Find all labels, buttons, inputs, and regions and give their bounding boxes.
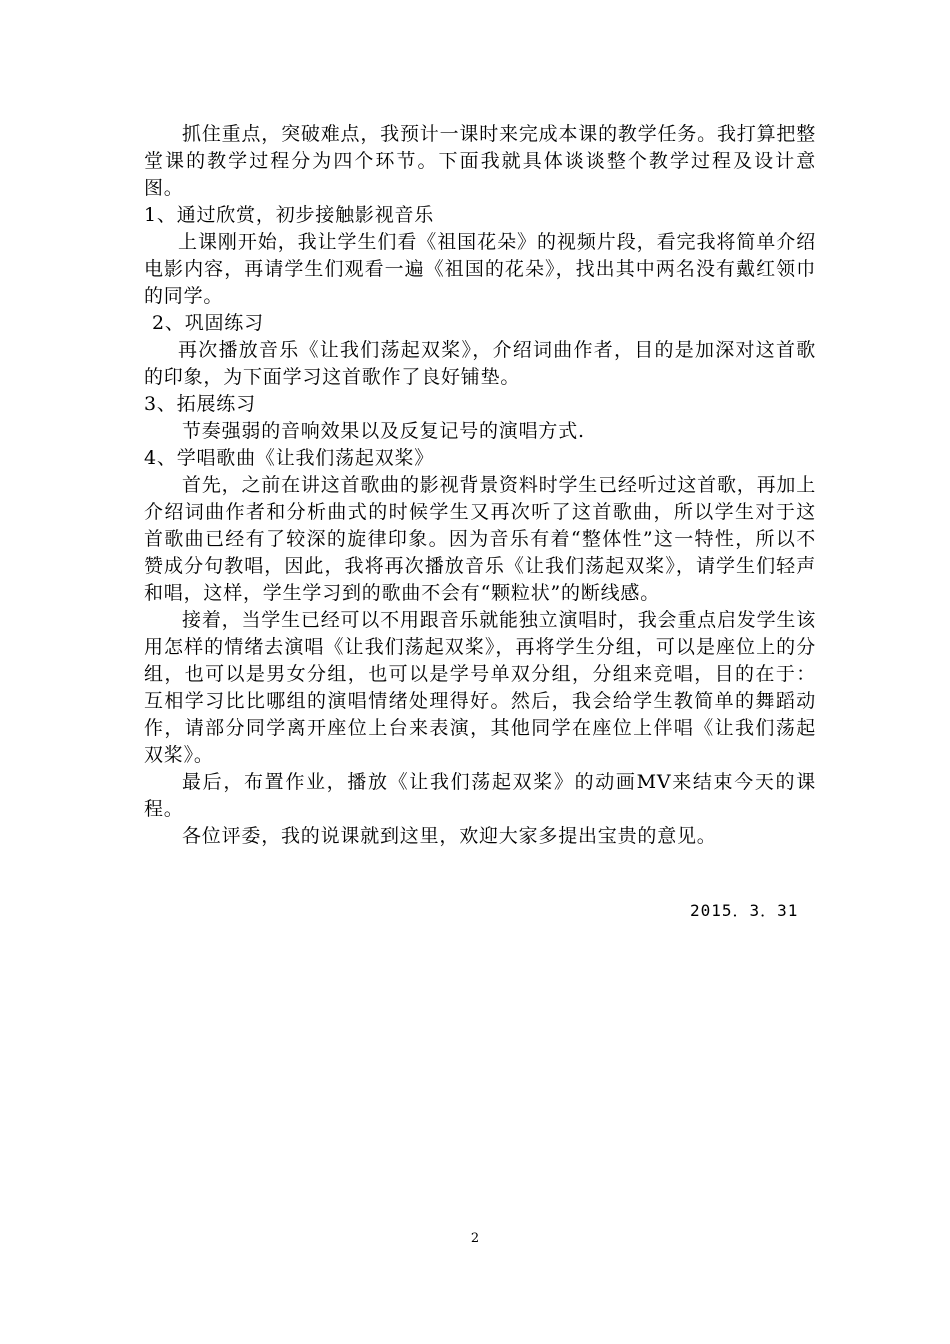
document-date: 2015．3．31 bbox=[690, 901, 799, 920]
paragraph: 再次播放音乐《让我们荡起双桨》，介绍词曲作者，目的是加深对这首歌的印象，为下面学习这首歌作了良好铺垫。 bbox=[144, 339, 816, 388]
paragraph: 各位评委，我的说课就到这里，欢迎大家多提出宝贵的意见。 bbox=[182, 825, 717, 847]
body-text bbox=[144, 121, 816, 850]
paragraph: 接着，当学生已经可以不用跟音乐就能独立演唱时，我会重点启发学生该用怎样的情绪去演唱《让我们荡起双桨》，再将学生分组，可以是座位上的分组，也可以是男女分组，也可以是学号单双分组，分组来竞唱，目的在于：互相学习比比哪组的演唱情绪处理得好。然后，我会给学生教简单的舞蹈动作，请部分同学离开座位上台来表演，其他同学在座位上伴唱《让我们荡起双桨》。 bbox=[144, 609, 816, 766]
paragraph: 首先，之前在讲这首歌曲的影视背景资料时学生已经听过这首歌，再加上介绍词曲作者和分析曲式的时候学生又再次听了这首歌曲，所以学生对于这首歌曲已经有了较深的旋律印象。因为音乐有着“整体性”这一特性，所以不赞成分句教唱，因此，我将再次播放音乐《让我们荡起双桨》，请学生们轻声和唱，这样，学生学习到的歌曲不会有“颗粒状”的断线感。 bbox=[144, 474, 816, 604]
paragraph: 抓住重点，突破难点，我预计一课时来完成本课的教学任务。我打算把整堂课的教学过程分为四个环节。下面我就具体谈谈整个教学过程及设计意图。 bbox=[144, 123, 816, 199]
section-heading: 4、学唱歌曲《让我们荡起双桨》 bbox=[144, 447, 435, 469]
section-heading: 3、拓展练习 bbox=[144, 393, 256, 415]
page-number: 2 bbox=[470, 1231, 480, 1246]
paragraph: 节奏强弱的音响效果以及反复记号的演唱方式. bbox=[182, 420, 585, 442]
paragraph: 上课刚开始，我让学生们看《祖国花朵》的视频片段，看完我将简单介绍电影内容，再请学生们观看一遍《祖国的花朵》，找出其中两名没有戴红领巾的同学。 bbox=[144, 231, 816, 307]
paragraph: 最后，布置作业，播放《让我们荡起双桨》的动画MV来结束今天的课程。 bbox=[144, 771, 816, 820]
section-heading: 1、通过欣赏，初步接触影视音乐 bbox=[144, 204, 435, 226]
section-heading: 2、巩固练习 bbox=[152, 312, 264, 334]
